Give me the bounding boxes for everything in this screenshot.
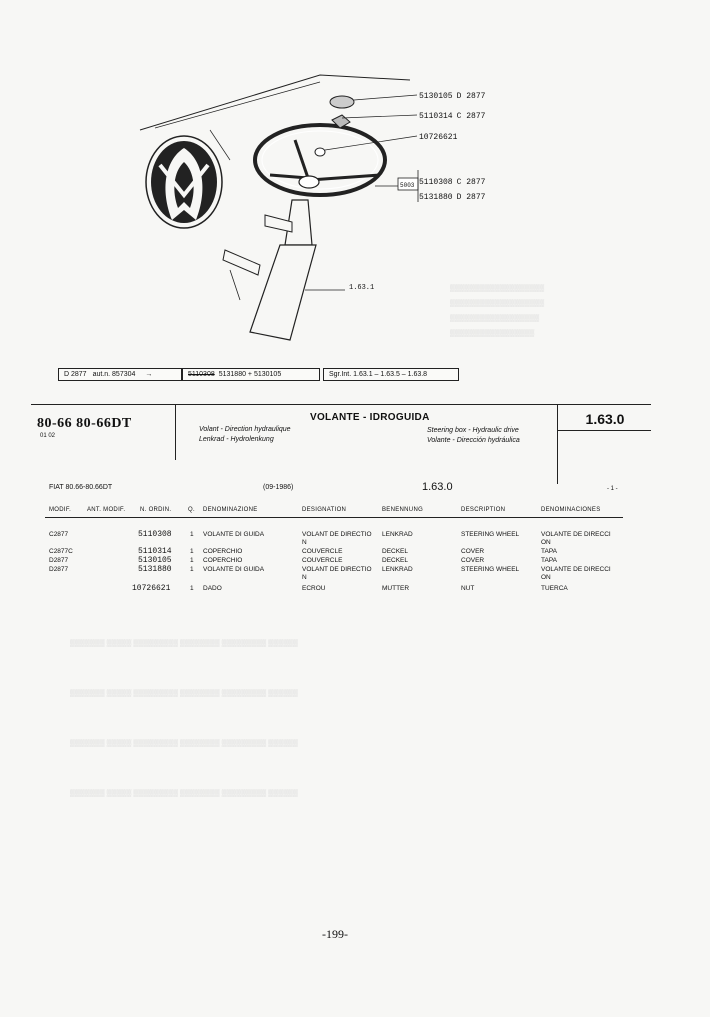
column-ref: 1.63.1 bbox=[349, 284, 375, 292]
col-denominazione: DENOMINAZIONE bbox=[203, 507, 258, 513]
row-de: DECKEL bbox=[382, 557, 409, 564]
header-divider-right bbox=[557, 404, 558, 484]
row-qty: 1 bbox=[190, 531, 194, 538]
row-modif: C2877 bbox=[49, 531, 69, 538]
section-title: VOLANTE - IDROGUIDA bbox=[310, 412, 430, 423]
row-es-cont: ON bbox=[541, 574, 551, 581]
table-rule bbox=[45, 517, 623, 518]
section-code: 1.63.0 bbox=[585, 411, 625, 427]
row-fr-cont: N bbox=[302, 539, 307, 546]
row-part: 10726621 bbox=[132, 584, 171, 593]
row-part: 5110314 bbox=[138, 547, 172, 556]
callout-5131880: 5131880 D 2877 bbox=[419, 193, 486, 202]
col-modif: MODIF. bbox=[49, 507, 72, 513]
row-es: TUERCA bbox=[541, 585, 568, 592]
row-es: VOLANTE DE DIRECCI bbox=[541, 531, 611, 538]
row-qty: 1 bbox=[190, 548, 194, 555]
col-denominaciones: DENOMINACIONES bbox=[541, 507, 601, 513]
row-fr: VOLANT DE DIRECTIO bbox=[302, 566, 372, 573]
brand-emblem bbox=[146, 136, 222, 228]
row-part: 5131880 bbox=[138, 565, 172, 574]
subtitle-de: Lenkrad - Hydrolenkung bbox=[199, 436, 274, 443]
row-en: COVER bbox=[461, 548, 485, 555]
bracket-ref: 5003 bbox=[400, 182, 415, 189]
model-title: 80-66 80-66DT bbox=[37, 416, 132, 431]
row-de: DECKEL bbox=[382, 548, 409, 555]
col-q: Q. bbox=[188, 507, 195, 513]
row-modif: C2877C bbox=[49, 548, 73, 555]
subtitle-fr: Volant - Direction hydraulique bbox=[199, 426, 291, 433]
callout-5130105: 5130105 D 2877 bbox=[419, 92, 486, 101]
callout-5110314: 5110314 C 2877 bbox=[419, 112, 486, 121]
row-part: 5110308 bbox=[138, 530, 172, 539]
header-divider-left bbox=[175, 404, 176, 460]
row-en: NUT bbox=[461, 585, 475, 592]
row-de: MUTTER bbox=[382, 585, 410, 592]
row-modif: D2877 bbox=[49, 557, 69, 564]
row-en: STEERING WHEEL bbox=[461, 531, 520, 538]
mod-replacement-box: 5110308 5131880 + 5130105 bbox=[182, 368, 320, 381]
row-es-cont: ON bbox=[541, 539, 551, 546]
col-ant-modif: ANT. MODIF. bbox=[87, 507, 126, 513]
row-es: TAPA bbox=[541, 557, 558, 564]
steering-column bbox=[223, 200, 316, 340]
callout-10726621: 10726621 bbox=[419, 133, 458, 142]
page-marker: - 1 - bbox=[607, 486, 618, 492]
col-benennung: BENENNUNG bbox=[382, 507, 424, 513]
subtitle-en: Steering box - Hydraulic drive bbox=[427, 427, 519, 434]
model-line: FIAT 80.66-80.66DT bbox=[49, 484, 113, 491]
header-rule-top bbox=[31, 404, 651, 405]
subtitle-es: Volante - Dirección hydráulica bbox=[427, 437, 520, 444]
row-fr: COUVERCLE bbox=[302, 557, 343, 564]
row-it: VOLANTE DI GUIDA bbox=[203, 531, 265, 538]
row-it: COPERCHIO bbox=[203, 557, 243, 564]
row-it: VOLANTE DI GUIDA bbox=[203, 566, 265, 573]
row-it: DADO bbox=[203, 585, 222, 592]
callout-5110308: 5110308 C 2877 bbox=[419, 178, 486, 187]
row-es: TAPA bbox=[541, 548, 558, 555]
mod-version-box: D 2877 aut.n. 857304 → bbox=[58, 368, 182, 381]
row-fr-cont: N bbox=[302, 574, 307, 581]
row-qty: 1 bbox=[190, 557, 194, 564]
row-qty: 1 bbox=[190, 585, 194, 592]
col-n-ordin: N. ORDIN. bbox=[140, 507, 172, 513]
row-es: VOLANTE DE DIRECCI bbox=[541, 566, 611, 573]
row-it: COPERCHIO bbox=[203, 548, 243, 555]
row-de: LENKRAD bbox=[382, 566, 413, 573]
steering-wheel-drawing bbox=[80, 70, 560, 370]
meta-code: 1.63.0 bbox=[422, 481, 453, 493]
edition-date: (09-1986) bbox=[263, 484, 294, 491]
row-en: STEERING WHEEL bbox=[461, 566, 520, 573]
catalog-page: ▒▒▒▒▒▒▒▒▒▒▒▒▒▒▒▒▒▒▒ ▒▒▒▒▒▒▒▒▒▒▒▒▒▒▒▒▒▒▒ ▒▒▒▒▒▒▒▒▒▒▒▒▒▒▒▒▒▒ ▒▒▒▒▒▒▒▒▒▒▒▒▒▒▒▒▒ ▒▒▒▒▒▒▒ ▒▒▒▒▒ ▒▒▒▒▒▒▒▒▒ ▒▒▒▒▒▒▒▒ ▒▒▒▒▒▒▒▒▒ ▒▒▒▒▒▒ ▒▒▒▒▒▒▒ ▒▒▒▒▒ ▒▒▒▒▒▒▒▒▒ ▒▒▒▒▒▒▒▒ ▒▒▒▒▒▒▒▒▒ ▒▒▒▒▒▒ ▒▒▒▒▒▒▒ ▒▒▒▒▒ ▒▒▒▒▒▒▒▒▒ ▒▒▒▒▒▒▒▒ ▒▒▒▒▒▒▒▒▒ ▒▒▒▒▒▒ ▒▒▒▒▒▒▒ ▒▒▒▒▒ ▒▒▒▒▒▒▒▒▒ ▒▒▒▒▒▒▒▒ ▒▒▒▒▒▒▒▒▒ ▒▒▒▒▒▒ 5130105 D 2877 5110314 C 2877 10726621 5110308 C 2877 5131880 D 2877 5003 1.63.1 D 2877 aut.n. 857304 → 5110308 5131880 + 5130105 Sgr.Int. 1.63.1 – 1.63.5 – 1.63.8 80-66 80-66DT 01 02 VOLANTE - IDROGUIDA Volant - Direction hydraulique Lenkrad - Hydrolenkung Steering box - Hydraulic drive Volante - Dirección hydráulica 1.63.0 FIAT 80.66-80.66DT (09-1986) 1.63.0 - 1 - MODIF. ANT. MODIF. N. ORDIN. Q. DENOMINAZIONE DESIGNATION BENENNUNG DESCRIPTION DENOMINACIONES C2877 5110308 1 VOLANTE DI GUIDA VOLANT DE DIRECTIO N LENKRAD STEERING WHEEL VOLANTE DE DIRECCI ON C2877C 5110314 1 COPERCHIO COUVERCLE DECKEL COVER TAPA D2877 5130105 1 COPERCHIO COUVERCLE DECKEL COVER TAPA D2877 5131880 1 VOLANTE DI GUIDA VOLANT DE DIRECTIO N LENKRAD STEERING WHEEL VOLANTE DE DIRECCI ON 10726621 1 DADO ECROU MUTTER NUT TUERCA -199- bbox=[0, 0, 710, 1017]
row-qty: 1 bbox=[190, 566, 194, 573]
col-designation: DESIGNATION bbox=[302, 507, 347, 513]
row-de: LENKRAD bbox=[382, 531, 413, 538]
col-description: DESCRIPTION bbox=[461, 507, 506, 513]
row-fr: COUVERCLE bbox=[302, 548, 343, 555]
row-en: COVER bbox=[461, 557, 485, 564]
cap-cover-parts bbox=[330, 96, 354, 128]
mod-see-also-box: Sgr.Int. 1.63.1 – 1.63.5 – 1.63.8 bbox=[323, 368, 459, 381]
code-box-rule bbox=[557, 430, 651, 431]
row-modif: D2877 bbox=[49, 566, 69, 573]
row-part: 5130105 bbox=[138, 556, 172, 565]
row-fr: VOLANT DE DIRECTIO bbox=[302, 531, 372, 538]
steering-wheel bbox=[255, 125, 385, 195]
model-subcode: 01 02 bbox=[40, 433, 56, 439]
page-number: -199- bbox=[322, 927, 348, 941]
row-fr: ECROU bbox=[302, 585, 326, 592]
